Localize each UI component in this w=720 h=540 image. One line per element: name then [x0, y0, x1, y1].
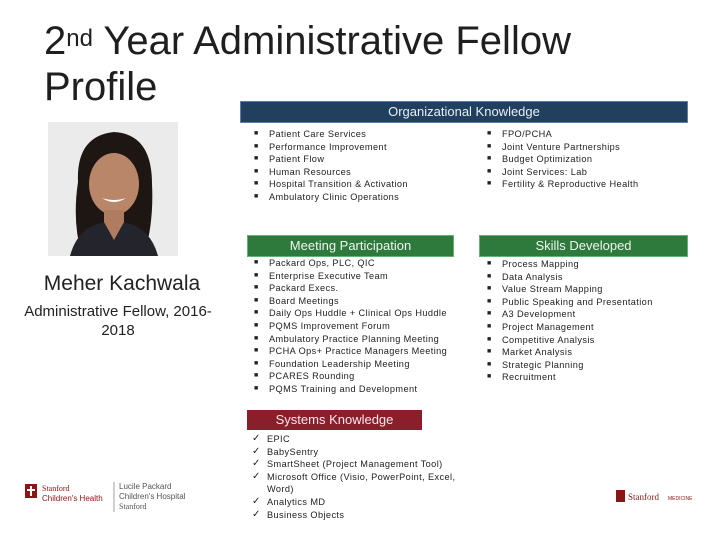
org_right-item-text: Joint Venture Partnerships	[502, 141, 621, 152]
checkmark-icon: ✓	[252, 470, 261, 482]
stanford-medicine-logo	[616, 486, 700, 506]
skills-item	[487, 321, 653, 334]
meetings-item	[254, 358, 447, 371]
meetings-item	[254, 270, 447, 283]
bullet-icon: ■	[487, 155, 492, 163]
org_left-item	[254, 191, 408, 204]
meetings-item	[254, 333, 447, 346]
bullet-icon: ■	[254, 180, 259, 188]
title-line2: Profile	[44, 65, 158, 109]
systems-item	[252, 471, 472, 496]
systems-item	[252, 496, 472, 509]
meetings-item-text: Packard Execs.	[269, 283, 339, 294]
org_left-item-text: Ambulatory Clinic Operations	[269, 191, 400, 202]
org_left-item	[254, 153, 408, 166]
org_left-item-text: Performance Improvement	[269, 141, 387, 152]
org_left-item	[254, 166, 408, 179]
meetings-item	[254, 282, 447, 295]
bullet-icon: ■	[254, 130, 259, 137]
checkmark-icon: ✓	[252, 508, 261, 520]
title-rest: Year Administrative Fellow	[92, 19, 571, 63]
org_left-item-text: Patient Flow	[269, 154, 325, 165]
systems-item	[252, 458, 472, 471]
skills-item-text: Data Analysis	[502, 271, 563, 282]
meetings-item	[254, 320, 447, 333]
bullet-icon: ■	[254, 271, 259, 279]
org_left-item-text: Patient Care Services	[269, 129, 367, 139]
bullet-icon: ■	[254, 321, 259, 329]
skills-list	[487, 258, 653, 384]
org_left-item-text: Hospital Transition & Activation	[269, 179, 408, 190]
systems-list	[252, 433, 472, 521]
skills-item-text: A3 Development	[502, 309, 576, 320]
org_left-item-text: Human Resources	[269, 166, 352, 177]
bullet-icon: ■	[254, 192, 259, 200]
svg-text:Stanford: Stanford	[628, 492, 659, 502]
skills-item	[487, 359, 653, 372]
meetings-item-text: Enterprise Executive Team	[269, 270, 389, 281]
org_right-item-text: Budget Optimization	[502, 154, 593, 165]
skills-item	[487, 296, 653, 309]
meetings-item-text: Ambulatory Practice Planning Meeting	[269, 333, 440, 344]
checkmark-icon: ✓	[252, 445, 261, 457]
skills-item-text: Public Speaking and Presentation	[502, 296, 653, 307]
meetings-item	[254, 383, 447, 396]
meetings-item-text: PCARES Rounding	[269, 371, 355, 382]
org_right-item-text: Fertility & Reproductive Health	[502, 179, 639, 190]
org_left-item	[254, 141, 408, 154]
meetings-item	[254, 370, 447, 383]
org_right-item	[487, 153, 638, 166]
bullet-icon: ■	[254, 384, 259, 392]
org_right-item	[487, 166, 638, 179]
org_right-item-text: Joint Services: Lab	[502, 166, 588, 177]
person-name: Meher Kachwala	[43, 272, 201, 295]
bullet-icon: ■	[254, 167, 259, 175]
org-knowledge-list-right	[487, 128, 638, 191]
bullet-icon: ■	[487, 310, 492, 318]
bullet-icon: ■	[254, 155, 259, 163]
checkmark-icon: ✓	[252, 458, 261, 470]
skills-item-text: Process Mapping	[502, 259, 579, 269]
skills-item-text: Competitive Analysis	[502, 334, 595, 345]
checkmark-icon: ✓	[252, 495, 261, 507]
checkmark-icon: ✓	[252, 433, 261, 444]
bullet-icon: ■	[487, 180, 492, 188]
systems-item-text: EPIC	[267, 434, 291, 444]
bullet-icon: ■	[487, 297, 492, 305]
bullet-icon: ■	[487, 322, 492, 330]
bullet-icon: ■	[254, 347, 259, 355]
meetings-item-text: Board Meetings	[269, 295, 339, 306]
meetings-item-text: Daily Ops Huddle + Clinical Ops Huddle	[269, 308, 447, 319]
title-superscript: nd	[66, 25, 93, 52]
bullet-icon: ■	[487, 260, 492, 267]
skills-item-text: Recruitment	[502, 372, 556, 383]
meetings-item	[254, 345, 447, 358]
skills-item	[487, 334, 653, 347]
svg-text:MEDICINE: MEDICINE	[668, 496, 693, 502]
bullet-icon: ■	[487, 130, 492, 137]
skills-item	[487, 308, 653, 321]
stanford-childrens-logo	[22, 478, 192, 518]
systems-item	[252, 446, 472, 459]
skills-item	[487, 371, 653, 384]
bullet-icon: ■	[254, 334, 259, 342]
org_right-item	[487, 178, 638, 191]
bullet-icon: ■	[254, 296, 259, 304]
svg-text:Stanford: Stanford	[119, 502, 147, 511]
bullet-icon: ■	[487, 360, 492, 368]
bullet-icon: ■	[487, 272, 492, 280]
skills-developed-banner: Skills Developed	[479, 235, 688, 257]
bullet-icon: ■	[487, 373, 492, 381]
systems-item	[252, 433, 472, 446]
skills-item	[487, 271, 653, 284]
bullet-icon: ■	[487, 167, 492, 175]
meeting-list	[254, 257, 447, 396]
meetings-item	[254, 257, 447, 270]
meetings-item-text: PCHA Ops+ Practice Managers Meeting	[269, 346, 448, 357]
systems-knowledge-banner: Systems Knowledge	[247, 410, 422, 430]
org_left-item	[254, 178, 408, 191]
bullet-icon: ■	[487, 285, 492, 293]
meeting-participation-banner: Meeting Participation	[247, 235, 454, 257]
org-knowledge-list-left	[254, 128, 408, 204]
bullet-icon: ■	[487, 142, 492, 150]
skills-item	[487, 283, 653, 296]
bullet-icon: ■	[487, 335, 492, 343]
meetings-item-text: PQMS Improvement Forum	[269, 320, 391, 331]
bullet-icon: ■	[254, 372, 259, 380]
svg-text:Stanford: Stanford	[42, 484, 70, 493]
skills-item	[487, 258, 653, 271]
org_right-item	[487, 128, 638, 141]
skills-item	[487, 346, 653, 359]
org_right-item	[487, 141, 638, 154]
meetings-item	[254, 295, 447, 308]
meetings-item-text: PQMS Training and Development	[269, 383, 418, 394]
org_right-item-text: FPO/PCHA	[502, 129, 553, 139]
systems-item-text: Business Objects	[267, 509, 345, 520]
profile-photo	[48, 122, 178, 256]
svg-text:Children's Health: Children's Health	[42, 494, 103, 503]
page-title	[44, 18, 571, 110]
skills-item-text: Project Management	[502, 321, 594, 332]
org_left-item	[254, 128, 408, 141]
meetings-item-text: Packard Ops, PLC, QIC	[269, 258, 375, 268]
org-knowledge-banner: Organizational Knowledge	[240, 101, 688, 123]
svg-text:Lucile Packard: Lucile Packard	[119, 482, 172, 491]
bullet-icon: ■	[254, 359, 259, 367]
skills-item-text: Value Stream Mapping	[502, 284, 603, 295]
systems-item-text: BabySentry	[267, 446, 319, 457]
bullet-icon: ■	[487, 348, 492, 356]
svg-text:Children's Hospital: Children's Hospital	[119, 492, 186, 501]
systems-item-text: Analytics MD	[267, 496, 326, 507]
skills-item-text: Market Analysis	[502, 347, 573, 358]
title-prefix: 2	[44, 19, 67, 63]
meetings-item-text: Foundation Leadership Meeting	[269, 358, 410, 369]
meetings-item	[254, 307, 447, 320]
systems-item	[252, 509, 472, 522]
systems-item-text: Microsoft Office (Visio, PowerPoint, Excel, Word)	[267, 471, 456, 495]
bullet-icon: ■	[254, 142, 259, 150]
bullet-icon: ■	[254, 309, 259, 317]
bullet-icon: ■	[254, 284, 259, 292]
skills-item-text: Strategic Planning	[502, 359, 584, 370]
bullet-icon: ■	[254, 259, 259, 266]
systems-item-text: SmartSheet (Project Management Tool)	[267, 459, 443, 470]
person-role: Administrative Fellow, 2016-2018	[24, 303, 212, 339]
